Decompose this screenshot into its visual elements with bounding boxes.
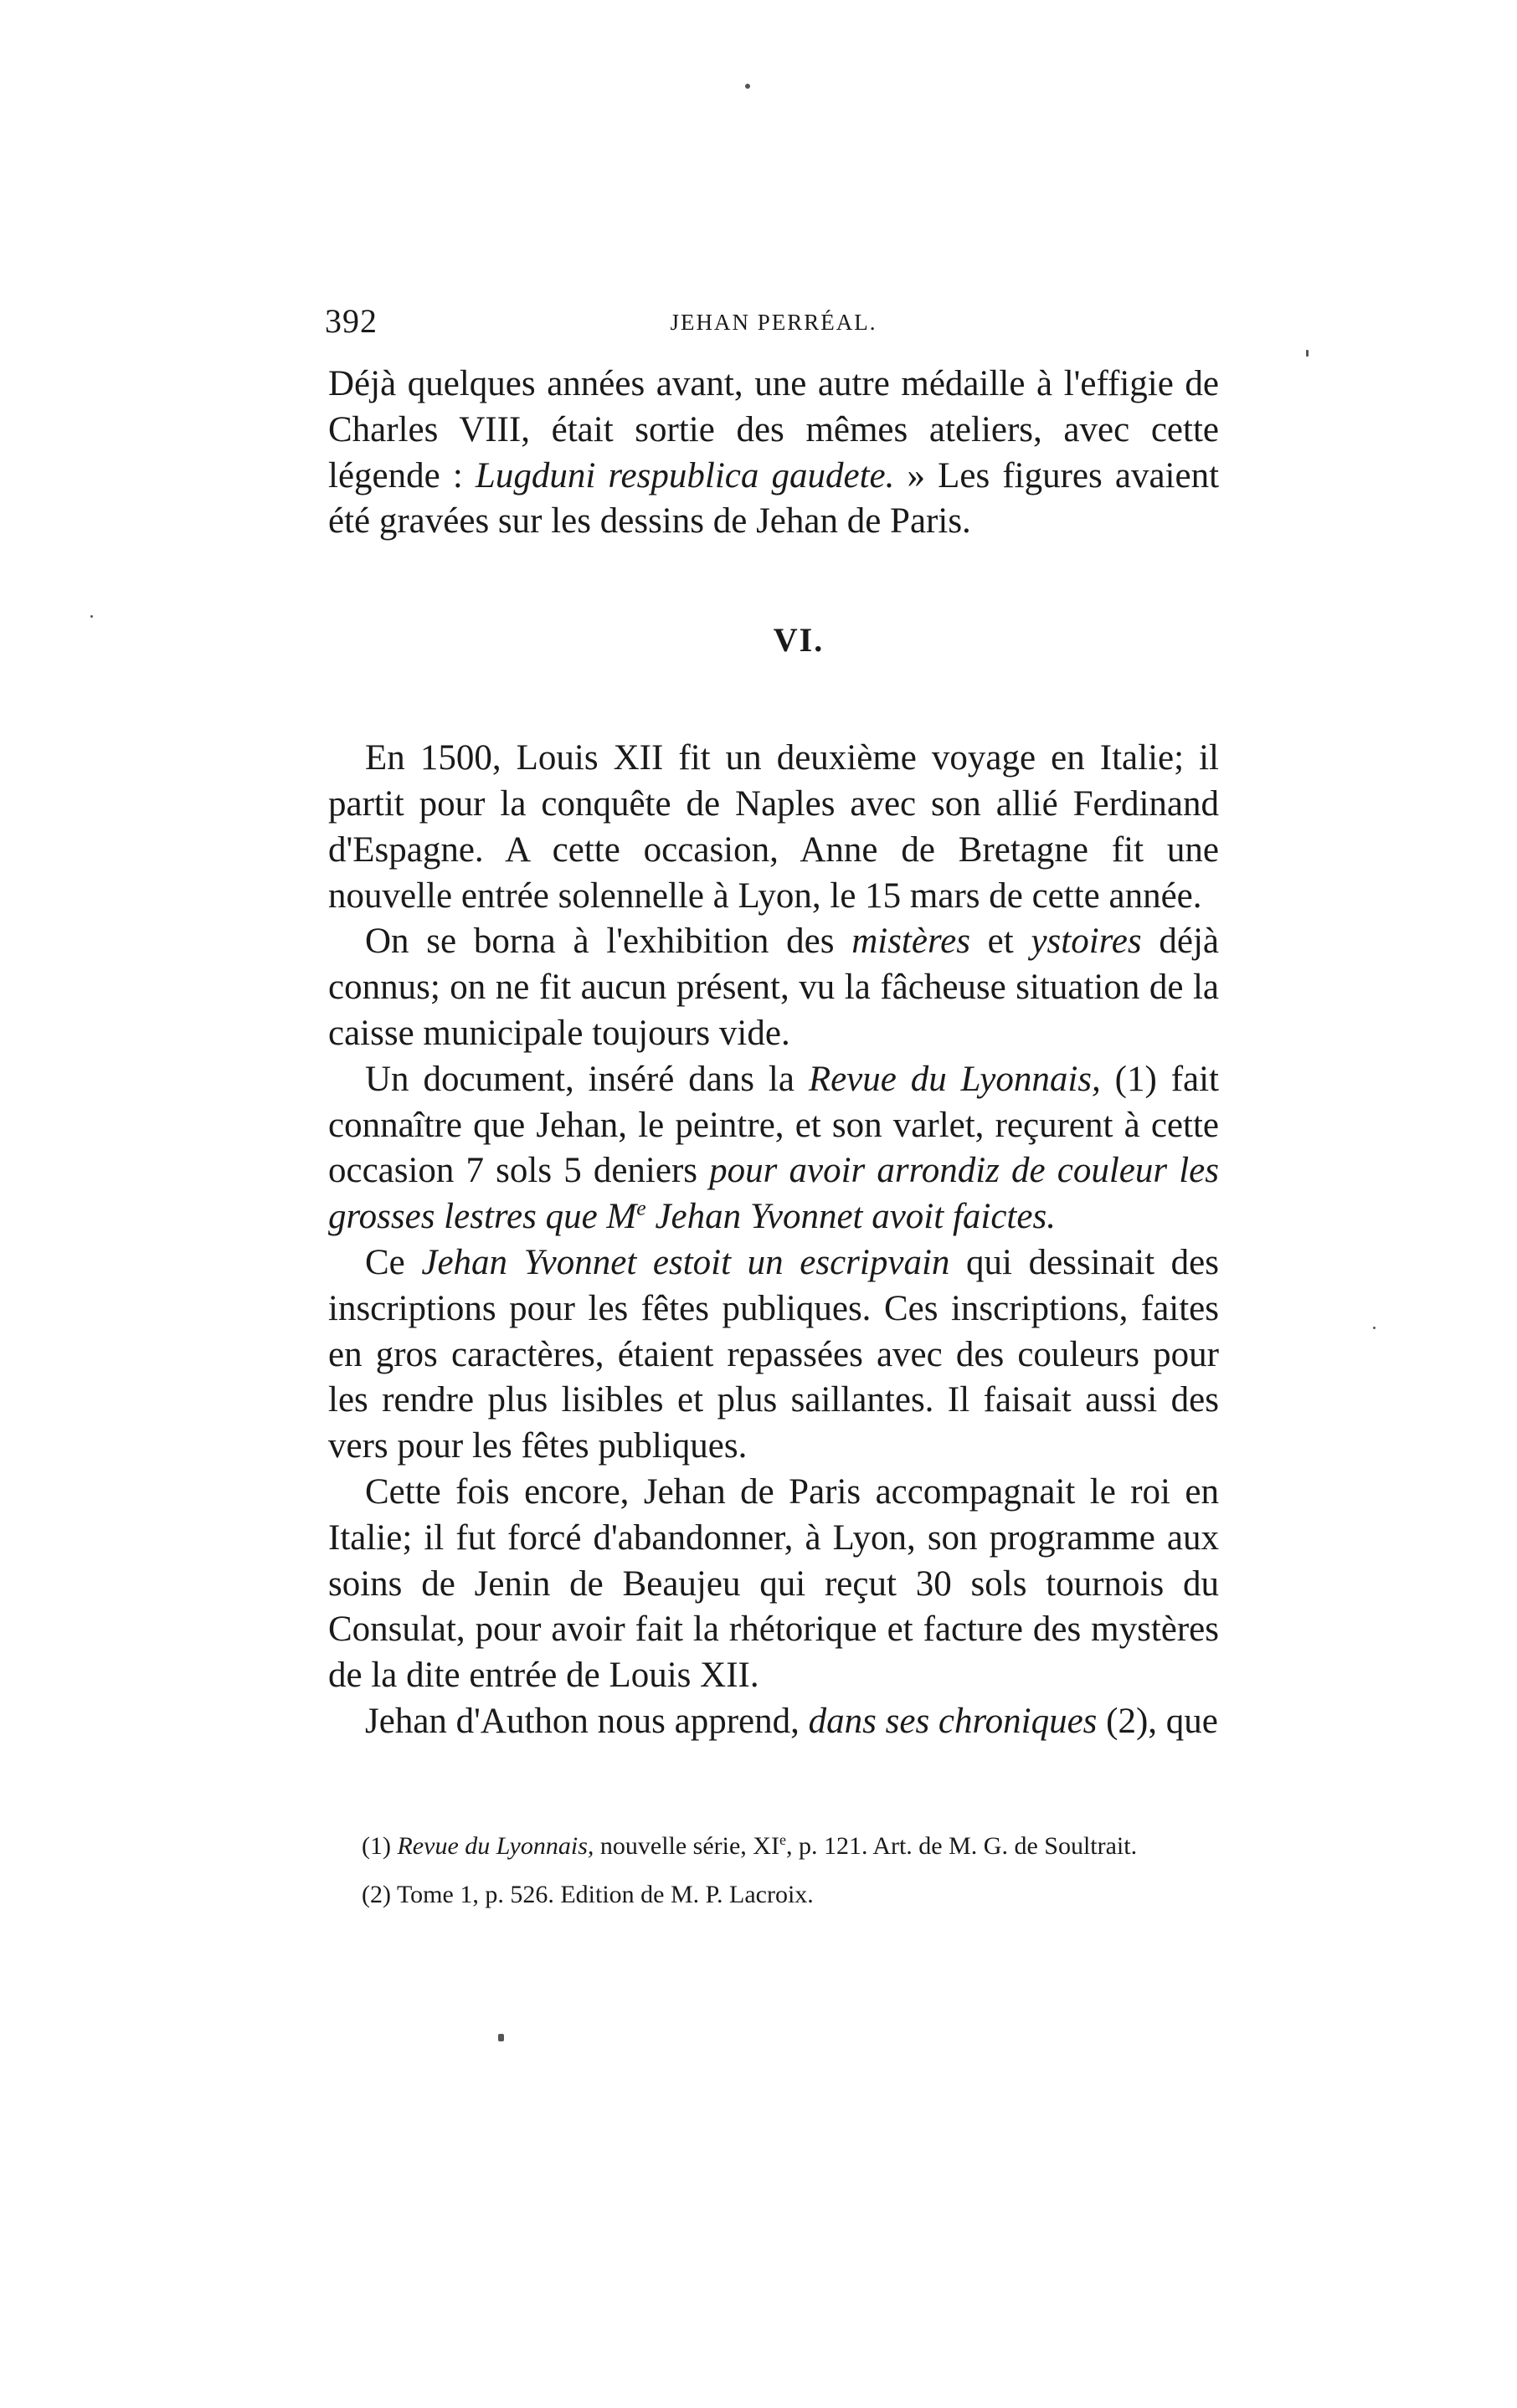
footnote-text: (2) Tome 1, p. 526. Edition de M. P. Lacroix.	[362, 1881, 814, 1908]
section-heading: VI.	[773, 621, 825, 660]
paragraph-text: » Les figures avaient été gravées sur les dessins de Jehan de Paris.	[328, 455, 1220, 542]
scan-speck	[1306, 350, 1309, 357]
italic-quote-text: Jehan Yvonnet avoit faictes.	[645, 1197, 1056, 1237]
paragraph-text: En 1500, Louis XII fit un deuxième voyage en Italie; il partit pour la conquête de Naples avec son allié Ferdinand d'Espagne. A cette occasion, Anne de Bretagne fit une nouvelle entrée solennelle à Lyon, le 15 mars de cette année.	[328, 738, 1219, 916]
italic-title: Revue du Lyonnais,	[808, 1059, 1101, 1099]
scan-speck	[498, 2034, 504, 2041]
footnote-text: , p. 121. Art. de M. G. de Soultrait.	[785, 1832, 1138, 1860]
paragraph	[328, 736, 1219, 919]
running-head: JEHAN PERRÉAL.	[670, 310, 877, 335]
paragraph	[328, 1057, 1219, 1240]
footnote-text: nouvelle série, XI	[594, 1832, 779, 1860]
paragraph-text: Cette fois encore, Jehan de Paris accompagnait le roi en Italie; il fut forcé d'abandonner, à Lyon, son programme aux soins de Jenin de Beaujeu qui reçut 30 sols tournois du Consulat, pour avoir fait la rhétorique et facture des mystères de la dite entrée de Louis XII.	[328, 1471, 1219, 1696]
footnotes	[328, 1829, 1219, 1926]
italic-quote-text: pour avoir arrondiz de couleur les grosses lestres que M	[328, 1151, 1219, 1237]
paragraph	[328, 1470, 1219, 1699]
page-number: 392	[325, 302, 378, 340]
paragraph-text: et	[969, 922, 1031, 962]
paragraph-text: (2), que	[1097, 1701, 1218, 1741]
scan-speck	[1373, 1327, 1376, 1329]
superscript: e	[636, 1195, 646, 1220]
paragraph-text: On se borna à l'exhibition des	[365, 922, 852, 962]
italic-quote: Jehan Yvonnet estoit un escripvain	[421, 1242, 950, 1282]
scan-speck	[90, 615, 93, 618]
paragraph-text: Un document, inséré dans la	[365, 1059, 809, 1099]
footnote-2	[328, 1877, 1219, 1913]
page-header	[325, 301, 1222, 352]
paragraph	[328, 919, 1219, 1056]
paragraph	[328, 1240, 1219, 1470]
footnote-1	[328, 1829, 1219, 1864]
paragraph-text: Ce	[365, 1242, 422, 1282]
italic-phrase: dans ses chroniques	[808, 1701, 1098, 1741]
paragraph-text: (1) fait connaître que Jehan, le peintre, et son varlet, reçurent à cette occasion 7 sols 5 deniers	[328, 1059, 1219, 1191]
footnote-text: (1)	[362, 1832, 398, 1860]
italic-term: ystoires	[1031, 922, 1142, 962]
paragraph-text: déjà connus; on ne fit aucun présent, vu la fâcheuse situation de la caisse municipale toujours vide.	[328, 922, 1219, 1053]
paragraph-text: Déjà quelques années avant, une autre médaille à l'effigie de Charles VIII, était sortie des mêmes ateliers, avec cette légende :	[328, 364, 1219, 495]
scan-speck	[745, 84, 750, 89]
italic-term: mistères	[851, 922, 970, 962]
paragraph	[328, 1699, 1219, 1745]
footnote-italic: Revue du Lyonnais,	[397, 1832, 594, 1860]
italic-legend: Lugduni respublica gaudete.	[475, 455, 895, 495]
body-text	[328, 362, 1219, 1745]
paragraph-continuation	[328, 362, 1219, 545]
paragraph-text: Jehan d'Authon nous apprend,	[365, 1701, 809, 1741]
paragraph-text: qui dessinait des inscriptions pour les fêtes publiques. Ces inscriptions, faites en gros caractères, étaient repassées avec des couleurs pour les rendre plus lisibles et plus saillantes. Il faisait aussi des vers pour les fêtes publiques.	[328, 1242, 1219, 1466]
superscript: e	[779, 1831, 786, 1848]
